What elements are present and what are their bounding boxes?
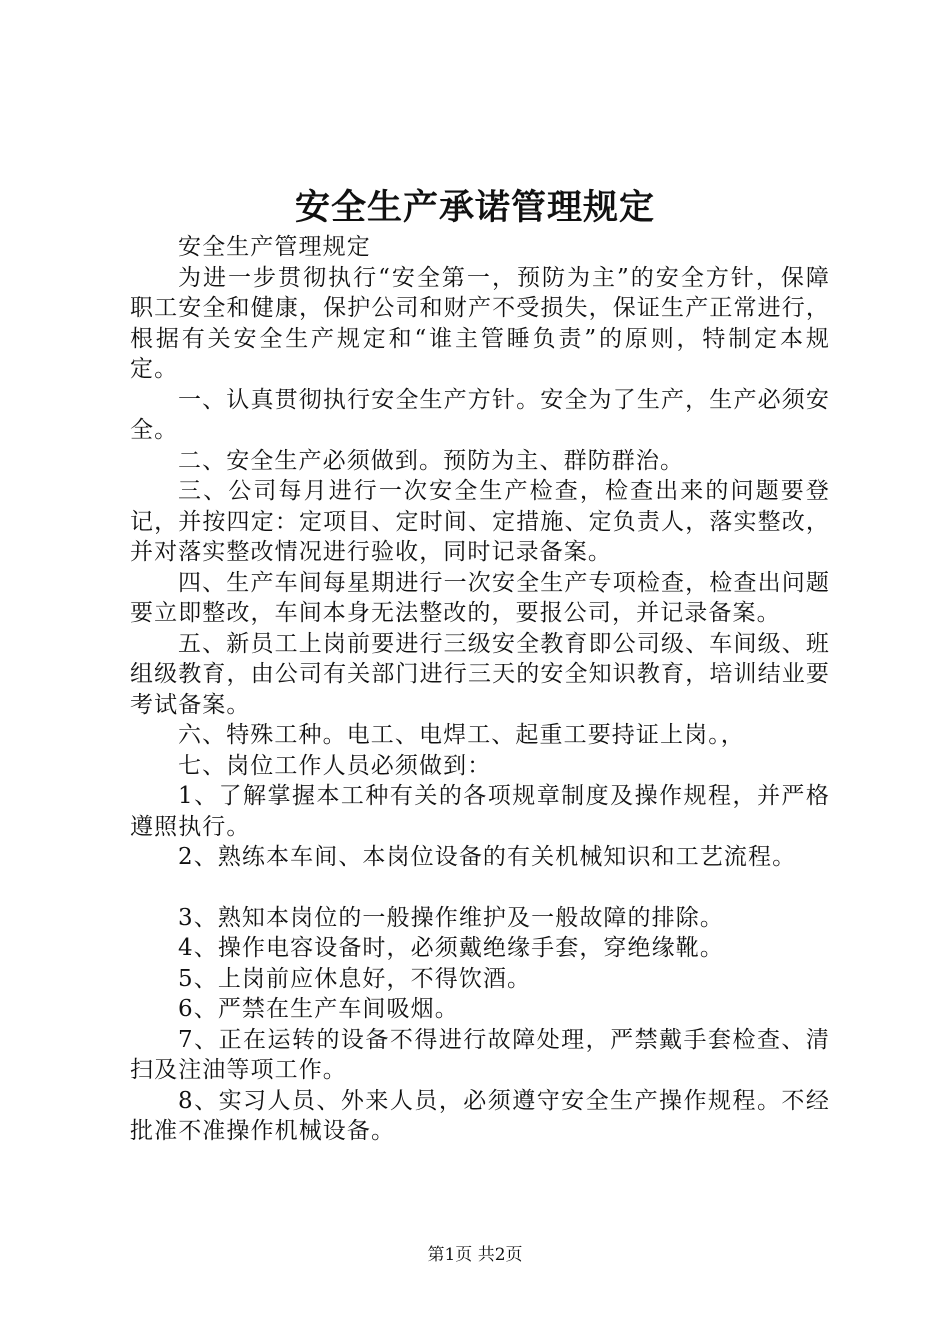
paragraph-rule-7: 七、岗位工作人员必须做到： bbox=[178, 752, 492, 779]
blank-line bbox=[130, 873, 830, 903]
list-item-1: 1、了解掌握本工种有关的各项规章制度及操作规程，并严格遵照执行。 bbox=[130, 783, 830, 840]
paragraph-intro: 为进一步贯彻执行“安全第一，预防为主”的安全方针，保障职工安全和健康，保护公司和财产不受损失，保证生产正常进行，根据有关安全生产规定和“谁主管睡负责”的原则，特制定本规定。 bbox=[130, 264, 830, 382]
document-body bbox=[130, 232, 830, 1147]
list-item-2: 2、熟练本车间、本岗位设备的有关机械知识和工艺流程。 bbox=[178, 844, 797, 870]
paragraph-rule-1: 一、认真贯彻执行安全生产方针。安全为了生产，生产必须安全。 bbox=[130, 386, 830, 443]
page-number-footer: 第1页 共2页 bbox=[427, 1245, 523, 1265]
paragraph-rule-6: 六、特殊工种。电工、电焊工、起重工要持证上岗。， bbox=[178, 722, 745, 748]
list-item-8: 8、实习人员、外来人员，必须遵守安全生产操作规程。不经批准不准操作机械设备。 bbox=[130, 1087, 830, 1144]
paragraph-rule-3: 三、公司每月进行一次安全生产检查，检查出来的问题要登记，并按四定：定项目、定时间、定措施、定负责人，落实整改，并对落实整改情况进行验收，同时记录备案。 bbox=[130, 478, 830, 565]
list-item-3: 3、熟知本岗位的一般操作维护及一般故障的排除。 bbox=[178, 904, 724, 931]
paragraph-rule-5: 五、新员工上岗前要进行三级安全教育即公司级、车间级、班组级教育，由公司有关部门进行三天的安全知识教育，培训结业要考试备案。 bbox=[130, 630, 830, 718]
paragraph-rule-2: 二、安全生产必须做到。预防为主、群防群治。 bbox=[178, 447, 685, 474]
list-item-5: 5、上岗前应休息好，不得饮酒。 bbox=[178, 965, 532, 992]
paragraph-rule-4: 四、生产车间每星期进行一次安全生产专项检查，检查出问题要立即整改，车间本身无法整改的，要报公司，并记录备案。 bbox=[130, 569, 830, 626]
list-item-4: 4、操作电容设备时，必须戴绝缘手套，穿绝缘靴。 bbox=[178, 935, 724, 961]
list-item-6: 6、严禁在生产车间吸烟。 bbox=[178, 996, 459, 1022]
paragraph-subtitle: 安全生产管理规定 bbox=[178, 234, 371, 260]
document-title: 安全生产承诺管理规定 bbox=[294, 187, 655, 228]
list-item-7: 7、正在运转的设备不得进行故障处理，严禁戴手套检查、清扫及注油等项工作。 bbox=[130, 1026, 830, 1083]
